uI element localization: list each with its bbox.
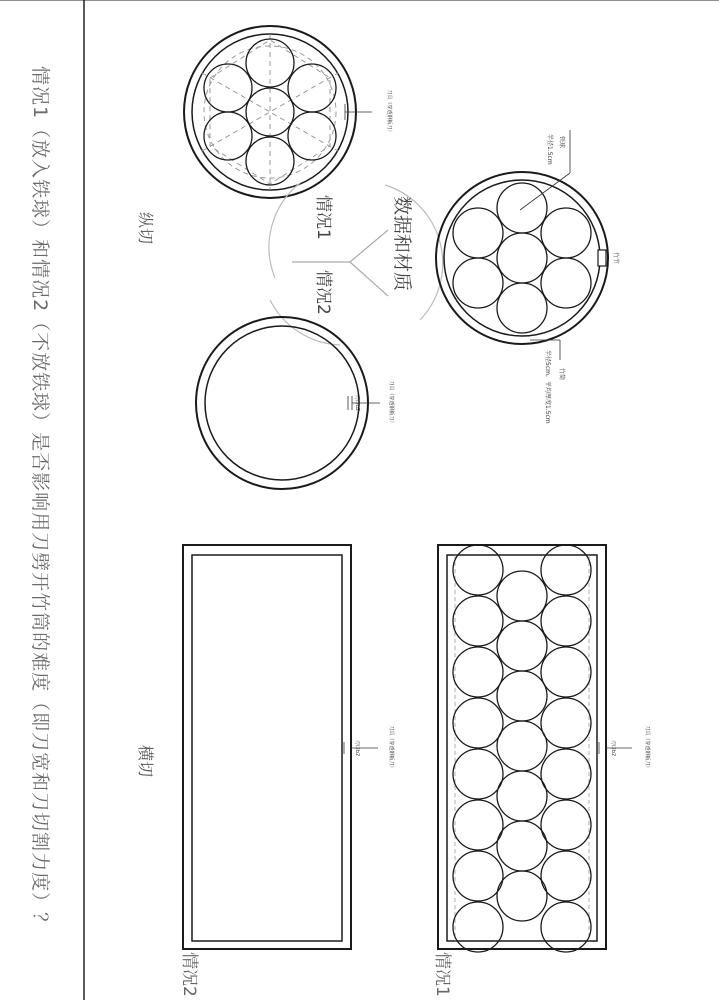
- iron-ball: [541, 800, 591, 850]
- iron-ball: [453, 851, 503, 901]
- iron-ball: [453, 749, 503, 799]
- iron-ball: [497, 721, 547, 771]
- iron-ball: [453, 800, 503, 850]
- iron-ball: [541, 749, 591, 799]
- iron-ball: [541, 851, 591, 901]
- knife-label-4: 刀具（穿透钢板刀）: [644, 725, 650, 771]
- iron-ball: [453, 647, 503, 697]
- tube-label: 竹筒: [558, 368, 565, 381]
- knife-label-1: 刀具（穿透钢板刀）: [386, 89, 392, 135]
- iron-ball: [541, 545, 591, 595]
- gap-label-2: 刃口b2: [354, 394, 360, 412]
- venn-case2: 情况2: [313, 270, 333, 315]
- iron-ball: [453, 902, 503, 952]
- cross-section-labeled: [436, 130, 620, 424]
- knife-label-2: 刀具（穿透钢板刀）: [388, 380, 394, 426]
- iron-ball: [541, 647, 591, 697]
- iron-ball: [453, 596, 503, 646]
- cross-section-case1: [184, 26, 393, 198]
- tube-dim: 半径5cm，平均厚度1.5cm: [544, 350, 551, 424]
- venn-diagram: [269, 183, 443, 345]
- longitudinal-case1: [432, 545, 651, 997]
- iron-balls-right: [453, 183, 591, 333]
- iron-ball: [453, 545, 503, 595]
- knot-label: 竹节: [612, 252, 619, 265]
- gap-label-4: 刃口b2: [610, 739, 616, 757]
- iron-ball: [541, 698, 591, 748]
- label-transverse: 横切: [136, 745, 155, 778]
- ball-radius: 半径1.5cm: [546, 134, 553, 165]
- knife-label-3: 刀具（穿透钢板刀）: [388, 725, 394, 771]
- iron-ball: [497, 821, 547, 871]
- iron-ball: [497, 771, 547, 821]
- iron-ball: [497, 621, 547, 671]
- iron-ball: [541, 902, 591, 952]
- case1-label: 情况1: [432, 952, 452, 997]
- venn-title: 数据和材质: [391, 196, 413, 292]
- iron-ball: [541, 596, 591, 646]
- venn-case1: 情况1: [313, 195, 333, 240]
- iron-ball: [497, 671, 547, 721]
- iron-balls-longitudinal: [453, 545, 591, 952]
- gap-label-3: 刃口b2: [354, 739, 360, 757]
- cross-section-case2: [196, 317, 395, 489]
- iron-ball: [453, 698, 503, 748]
- iron-ball: [497, 571, 547, 621]
- ball-label: 铁球: [558, 136, 565, 149]
- iron-ball: [497, 871, 547, 921]
- longitudinal-case2: [179, 545, 395, 997]
- question-text: 情况1（放入铁球）和情况2（不放铁球）是否影响用刀劈开竹筒的难度（即刀宽和刀切割力度）？: [29, 66, 51, 933]
- case2-label: 情况2: [179, 952, 199, 997]
- label-longitudinal: 纵切: [136, 212, 155, 245]
